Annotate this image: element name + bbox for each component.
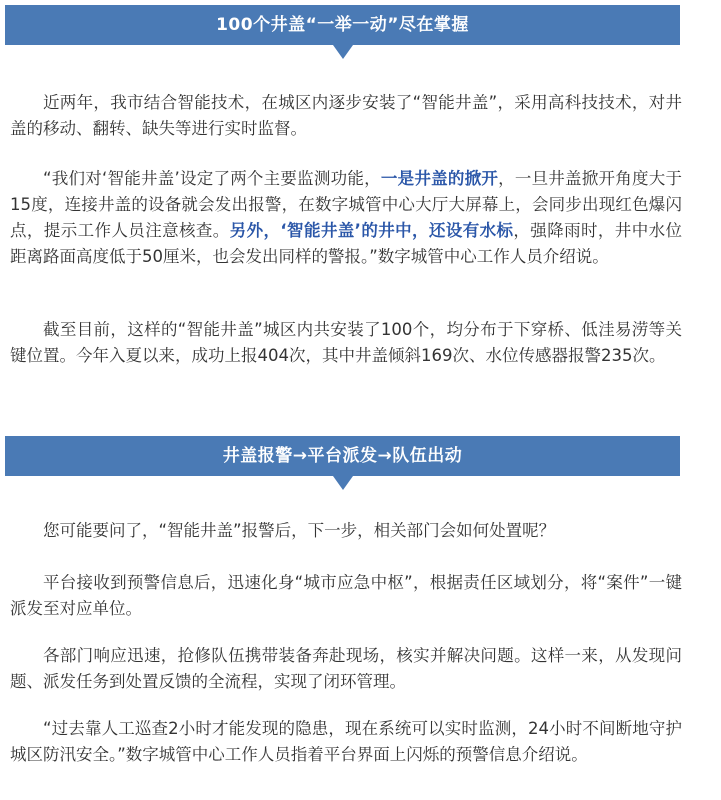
p2-text-1: “我们对‘智能井盖’设定了两个主要监测功能， bbox=[43, 169, 381, 188]
p2-highlight-1: 一是井盖的掀开 bbox=[380, 169, 499, 188]
paragraph-quote: “过去靠人工巡查2小时才能发现的隐患，现在系统可以实时监测，24小时不间断地守护城区防汛安全。”数字城管中心工作人员指着平台界面上闪烁的预警信息介绍说。 bbox=[10, 719, 682, 764]
section-header-1 bbox=[5, 5, 680, 45]
header-pointer-2 bbox=[333, 476, 353, 490]
paragraph-statistics: 截至目前，这样的“智能井盖”城区内共安装了100个，均分布于下穿桥、低洼易涝等关键位置。今年入夏以来，成功上报404次，其中井盖倾斜169次、水位传感器报警235次。 bbox=[10, 320, 682, 365]
p2-text-2: ，一旦井盖掀开角度大于15度，连接井盖的设备就会发出报警，在数字城管中心大厅大屏幕上，会同步出现红色爆闪点，提示工作人员注意核查。 bbox=[10, 169, 683, 240]
section-title-1: 100个井盖“一举一动”尽在掌握 bbox=[216, 15, 469, 35]
paragraph-question: 您可能要问了，“智能井盖”报警后，下一步，相关部门会如何处置呢？ bbox=[43, 521, 556, 540]
paragraph-monitoring-functions bbox=[10, 166, 682, 270]
paragraph-dispatch: 平台接收到预警信息后，迅速化身“城市应急中枢”，根据责任区域划分，将“案件”一键派发至对应单位。 bbox=[10, 573, 682, 618]
section-title-2: 井盖报警→平台派发→队伍出动 bbox=[222, 446, 463, 466]
section-header-2 bbox=[5, 436, 680, 476]
p2-text-3: ，强降雨时，井中水位距离路面高度低于50厘米，也会发出同样的警报。”数字城管中心工作人员介绍说。 bbox=[10, 221, 682, 266]
p2-highlight-2: 另外，‘智能井盖’的井中，还设有水标 bbox=[229, 221, 514, 240]
header-pointer-1 bbox=[333, 45, 353, 59]
paragraph-intro: 近两年，我市结合智能技术，在城区内逐步安装了“智能井盖”，采用高科技技术，对井盖的移动、翻转、缺失等进行实时监督。 bbox=[10, 93, 682, 138]
paragraph-response: 各部门响应迅速，抢修队伍携带装备奔赴现场，核实并解决问题。这样一来，从发现问题、派发任务到处置反馈的全流程，实现了闭环管理。 bbox=[10, 646, 682, 691]
